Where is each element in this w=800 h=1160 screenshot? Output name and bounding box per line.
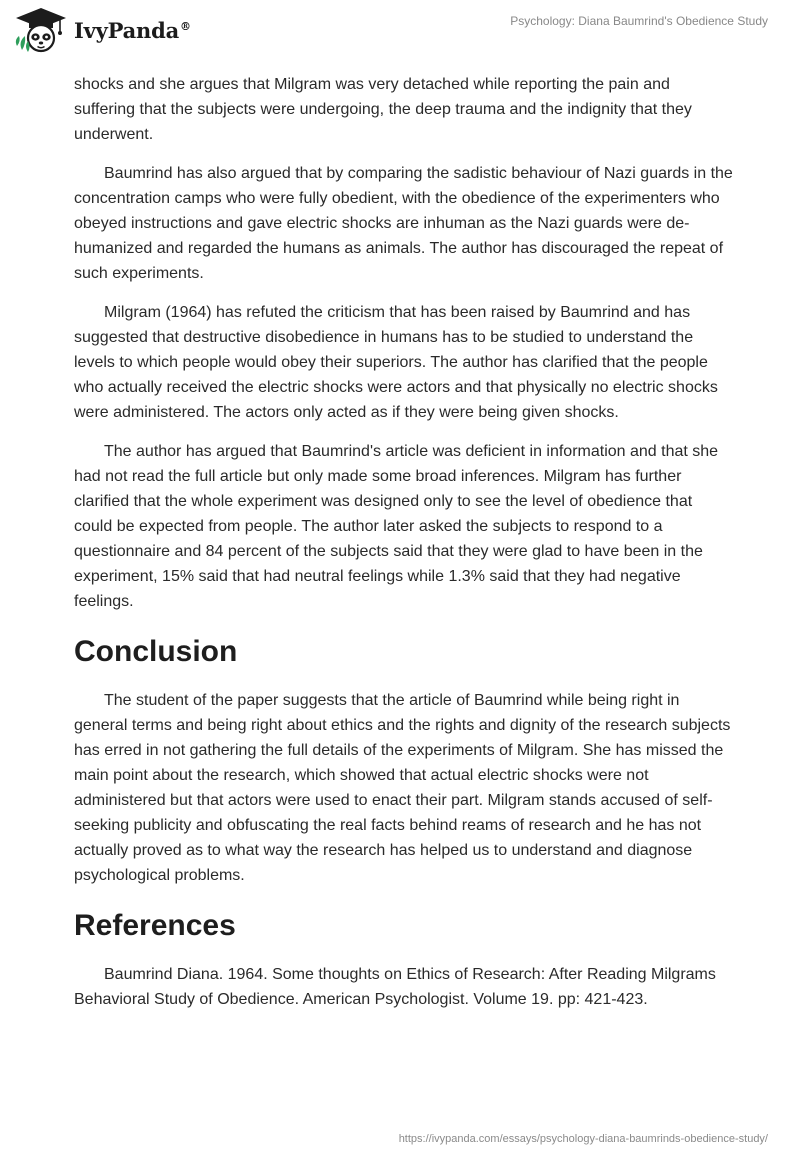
conclusion-heading: Conclusion: [74, 635, 238, 668]
logo-wordmark: IvyPanda®: [74, 17, 191, 43]
essay-body: [74, 72, 734, 1026]
paragraph: shocks and she argues that Milgram was very detached while reporting the pain and suffering that the subjects were undergoing, the deep trauma and the indignity that they underwent.: [74, 76, 692, 143]
page-header: [0, 0, 800, 64]
ivypanda-logo[interactable]: [12, 6, 191, 54]
conclusion-paragraph: The student of the paper suggests that the article of Baumrind while being right in general terms and being right about ethics and the rights and dignity of the research subjects has erred in not gathering the full details of the experiments of Milgram. She has missed the main point about the research, which showed that actual electric shocks were not administered but that actors were used to enact their part. Milgram stands accused of self-seeking publicity and obfuscating the real facts behind reams of research and he has not actually proved as to what way the research has helped us to understand and diagnose psychological problems.: [74, 692, 731, 884]
document-title: Psychology: Diana Baumrind's Obedience Study: [510, 14, 768, 28]
panda-graduate-icon: [12, 6, 70, 54]
source-url-link[interactable]: https://ivypanda.com/essays/psychology-diana-baumrinds-obedience-study/: [398, 1133, 768, 1145]
paragraph: The author has argued that Baumrind's article was deficient in information and that she had not read the full article but only made some broad inferences. Milgram has further clarified that the whole experiment was designed only to see the level of obedience that could be expected from people. The author later asked the subjects to respond to a questionnaire and 84 percent of the subjects said that they were glad to have been in the experiment, 15% said that had neutral feelings while 1.3% said that they had negative feelings.: [74, 443, 719, 610]
references-heading: References: [74, 909, 236, 942]
registered-mark: ®: [180, 19, 191, 33]
paragraph: Baumrind has also argued that by comparing the sadistic behaviour of Nazi guards in the concentration camps who were fully obedient, with the obedience of the experimenters who obeyed instructions and gave electric shocks are inhuman as the Nazi guards were de-humanized and regarded the humans as animals. The author has discouraged the repeat of such experiments.: [74, 165, 733, 282]
paragraph: Milgram (1964) has refuted the criticism that has been raised by Baumrind and has suggested that destructive disobedience in humans has to be studied to understand the levels to which people would obey their superiors. The author has clarified that the people who actually received the electric shocks were actors and that physically no electric shocks were administered. The actors only acted as if they were being given shocks.: [74, 304, 718, 421]
reference-entry: Baumrind Diana. 1964. Some thoughts on Ethics of Research: After Reading Milgrams Behavioral Study of Obedience. American Psychologist. Volume 19. pp: 421-423.: [74, 966, 716, 1008]
